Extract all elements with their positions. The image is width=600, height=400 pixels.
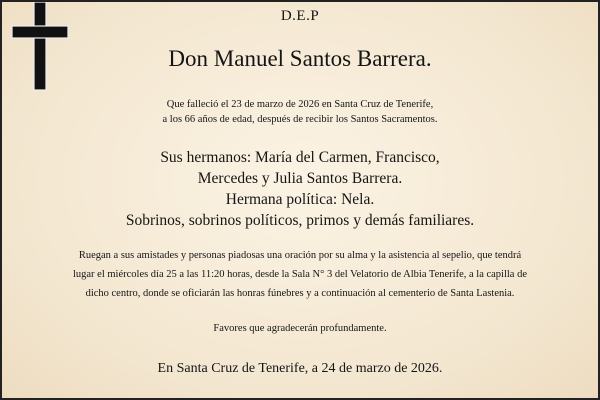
family-line: Sus hermanos: María del Carmen, Francisco, [160,149,440,166]
family-line: Hermana política: Nela. [225,191,375,208]
deceased-name: Don Manuel Santos Barrera. [168,46,432,71]
announcement-paragraph [32,246,568,303]
intro-line: a los 66 años de edad, después de recibir los Santos Sacramentos. [162,114,438,125]
announcement-line: lugar el miércoles día 25 a las 11:20 horas, desde la Sala N° 3 del Velatorio de Albia Tenerife, a la capilla de [72,269,528,280]
family-line: Sobrinos, sobrinos políticos, primos y demás familiares. [125,212,475,229]
intro-line: Que falleció el 23 de marzo de 2026 en Santa Cruz de Tenerife, [166,99,434,110]
family-line: Mercedes y Julia Santos Barrera. [197,170,403,187]
thanks-line: Favores que agradecerán profundamente. [213,323,387,334]
dep-heading: D.E.P [280,8,320,24]
intro-paragraph [2,97,598,127]
announcement-line: dicho centro, donde se oficiarán las honras fúnebres y a continuación al cementerio de Santa Lastenia. [85,288,515,299]
announcement-line: Ruegan a sus amistades y personas piadosas una oración por su alma y la asistencia al sepelio, que tendrá [78,250,522,261]
family-list [2,147,598,231]
closing-line: En Santa Cruz de Tenerife, a 24 de marzo de 2026. [157,361,443,376]
